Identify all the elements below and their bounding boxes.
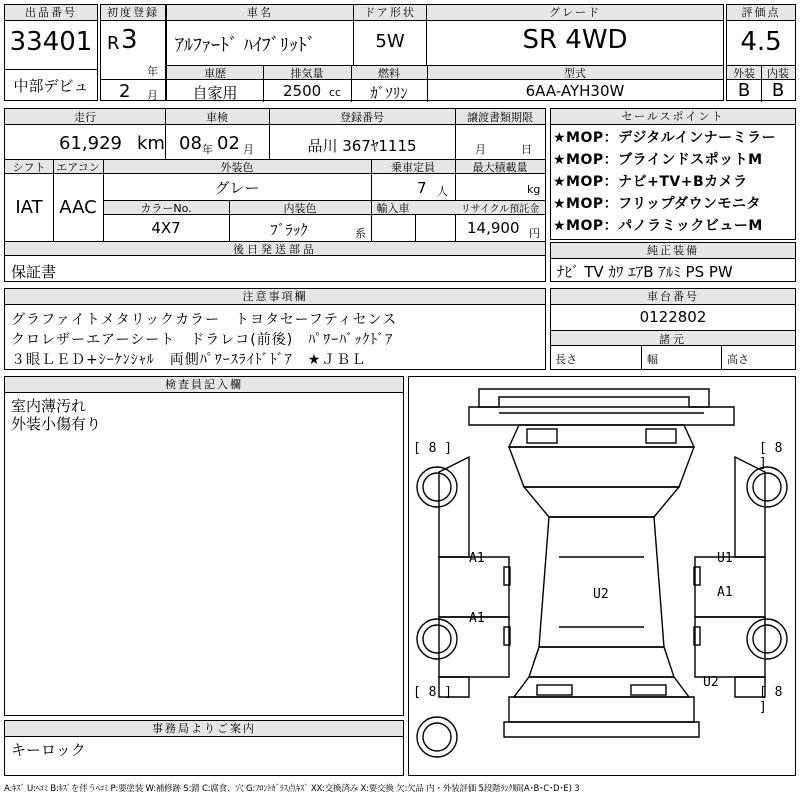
sales-point: ★MOP：フリップダウンモニタ	[553, 196, 762, 212]
equipment-box	[550, 242, 796, 282]
color-no-value: 4X7	[151, 219, 181, 237]
recycle-unit: 円	[529, 227, 540, 240]
office-box	[4, 720, 404, 776]
mileage-value: 61,929	[59, 133, 122, 154]
inspector-line: 外装小傷有り	[11, 415, 102, 433]
sales-point: ★MOP：パノラミックビューM	[553, 218, 763, 234]
history-value: 自家用	[192, 84, 238, 102]
insp-year: 08	[179, 133, 202, 154]
grade: SR 4WD	[522, 25, 628, 55]
score-value: 4.5	[740, 27, 782, 57]
left-front-door-mark: A1	[469, 551, 485, 566]
tire-rear-left-mark: [ 8 ]	[413, 685, 453, 700]
car-outline	[409, 377, 795, 775]
sales-points-label: セールスポイント	[551, 109, 795, 124]
office-label: 事務局よりご案内	[5, 721, 403, 736]
first-registration-box	[100, 4, 166, 101]
int-label: 内装	[767, 67, 789, 80]
mileage-unit: km	[137, 133, 165, 154]
ac-label: エアコン	[56, 161, 100, 174]
equipment-value: ﾅﾋﾞ TV ｶﾜ ｴｱB ｱﾙﾐ PS PW	[557, 263, 733, 281]
history-label: 車歴	[204, 67, 226, 80]
color-value: グレー	[214, 179, 260, 197]
later-parts-label: 後日発送部品	[233, 243, 317, 256]
door-label: ドア形状	[354, 5, 426, 20]
era: R	[107, 33, 120, 54]
inspector-line: 室内薄汚れ	[11, 397, 87, 415]
reg-year: 3	[121, 25, 138, 55]
recycle-value: 14,900	[467, 219, 520, 237]
vehicle-main-box	[166, 4, 724, 101]
int-grade: B	[771, 80, 785, 101]
note-line: クロレザーエアーシート ドラレコ(前後) ﾊﾟﾜｰﾊﾞｯｸﾄﾞｱ	[11, 332, 394, 348]
capacity-label: 乗車定員	[391, 161, 435, 174]
grade-label: グレード	[427, 5, 723, 20]
interior-color-label: 内装色	[283, 202, 317, 215]
inspection-label: 車検	[206, 111, 228, 124]
inspector-label: 検査員記入欄	[5, 377, 403, 392]
insp-month: 02	[217, 133, 240, 154]
debut-label: 中部デビュ	[13, 77, 89, 95]
load-unit: kg	[527, 183, 541, 196]
door-type: 5W	[375, 31, 405, 52]
lot-box	[4, 4, 98, 101]
sales-point: ★MOP：ナビ+TV+Bカメラ	[553, 174, 748, 190]
insp-month-unit: 月	[243, 143, 254, 156]
sales-points-list	[553, 127, 776, 237]
plate-label: 登録番号	[340, 111, 384, 124]
sales-point: ★MOP：デジタルインナーミラー	[553, 130, 777, 146]
transfer-label: 譲渡書類期限	[467, 111, 533, 124]
name-label: 車名	[167, 5, 353, 20]
office-value: キーロック	[11, 741, 86, 759]
first-reg-label: 初度登録	[101, 5, 165, 20]
height-label: 高さ	[727, 353, 749, 366]
load-label: 最大積載量	[472, 161, 528, 174]
left-rear-door-mark: A1	[469, 611, 485, 626]
displacement-unit: cc	[329, 86, 342, 99]
ext-grade: B	[737, 80, 751, 101]
year-unit: 年	[147, 65, 158, 78]
ac-value: AAC	[59, 197, 97, 218]
import-label: 輸入車	[376, 202, 410, 215]
width-label: 幅	[647, 353, 658, 366]
note-line: グラファイトメタリックカラー トヨタセーフティセンス	[11, 312, 398, 328]
note-line: ３眼ＬＥＤ+ｼｰｹﾝｼｬﾙ 両側ﾊﾟﾜｰｽﾗｲﾄﾞﾄﾞｱ ★ＪＢＬ	[11, 352, 367, 368]
color-label: 外装色	[220, 161, 254, 174]
reg-month: 2	[119, 81, 131, 102]
notes-label: 注意事項欄	[5, 289, 545, 304]
displacement-label: 排気量	[290, 67, 324, 80]
model-label: 型式	[564, 67, 586, 80]
tire-rear-right-mark: [ 8 ]	[759, 685, 783, 715]
score-label: 評価点	[727, 5, 795, 20]
details-box	[4, 108, 546, 282]
later-parts-value: 保証書	[11, 263, 57, 281]
roof-mark: U2	[593, 587, 609, 602]
tire-front-left-mark: [ 8 ]	[413, 441, 453, 456]
rear-right-mark: U2	[703, 675, 719, 690]
fuel-label: 燃料	[378, 67, 400, 80]
right-front-door-mark: U1	[717, 551, 733, 566]
model-value: 6AA-AYH30W	[525, 82, 625, 100]
dims-label: 諸元	[659, 333, 687, 346]
capacity-unit: 人	[437, 185, 448, 198]
transfer-month: 月	[475, 143, 486, 156]
ext-label: 外装	[733, 67, 755, 80]
chassis-box	[550, 288, 796, 370]
inspector-box	[4, 376, 404, 716]
month-unit: 月	[147, 89, 158, 102]
car-diagram	[408, 376, 796, 776]
sales-points-box	[550, 108, 796, 240]
tire-front-right-mark: [ 8 ]	[759, 441, 783, 471]
vehicle-name: ｱﾙﾌｧｰﾄﾞ ﾊｲﾌﾞﾘｯﾄﾞ	[175, 35, 316, 56]
right-rear-door-mark: A1	[717, 585, 733, 600]
displacement-value: 2500	[283, 82, 322, 100]
fuel-value: ｶﾞｿﾘﾝ	[370, 84, 408, 102]
score-box	[726, 4, 796, 101]
recycle-label: リサイクル預託金	[460, 204, 540, 215]
shift-label: シフト	[12, 161, 46, 174]
legend: A:ｷｽﾞ U:ﾍｺﾐ B:ｷｽﾞを伴うﾍｺﾐ P:要塗装 W:補修跡 S:錆 C:腐食、穴 G:ﾌﾛﾝﾄｶﾞﾗｽ点ｷｽﾞ XX:交換済み X:要交換 欠:欠品 内・外装評価 5段階ﾗﾝｸ順(A･B･C･D･E) 3	[4, 784, 580, 794]
mileage-label: 走行	[74, 111, 96, 124]
lot-label: 出品番号	[5, 5, 97, 20]
lot-number: 33401	[9, 27, 93, 57]
equipment-label: 純正装備	[551, 243, 795, 258]
color-no-label: カラーNo.	[140, 202, 192, 215]
interior-color-value: ﾌﾞﾗｯｸ	[270, 221, 308, 239]
interior-color-unit: 系	[355, 227, 366, 240]
shift-value: IAT	[15, 197, 43, 218]
chassis-label: 車台番号	[551, 289, 795, 304]
sales-point: ★MOP：ブラインドスポットM	[553, 152, 763, 168]
transfer-day: 日	[521, 143, 532, 156]
length-label: 長さ	[555, 353, 577, 366]
plate-value: 品川 367ﾔ1115	[307, 137, 417, 155]
chassis-value: 0122802	[639, 308, 707, 326]
capacity-value: 7	[417, 179, 427, 197]
insp-year-unit: 年	[202, 143, 213, 156]
notes-box	[4, 288, 546, 370]
